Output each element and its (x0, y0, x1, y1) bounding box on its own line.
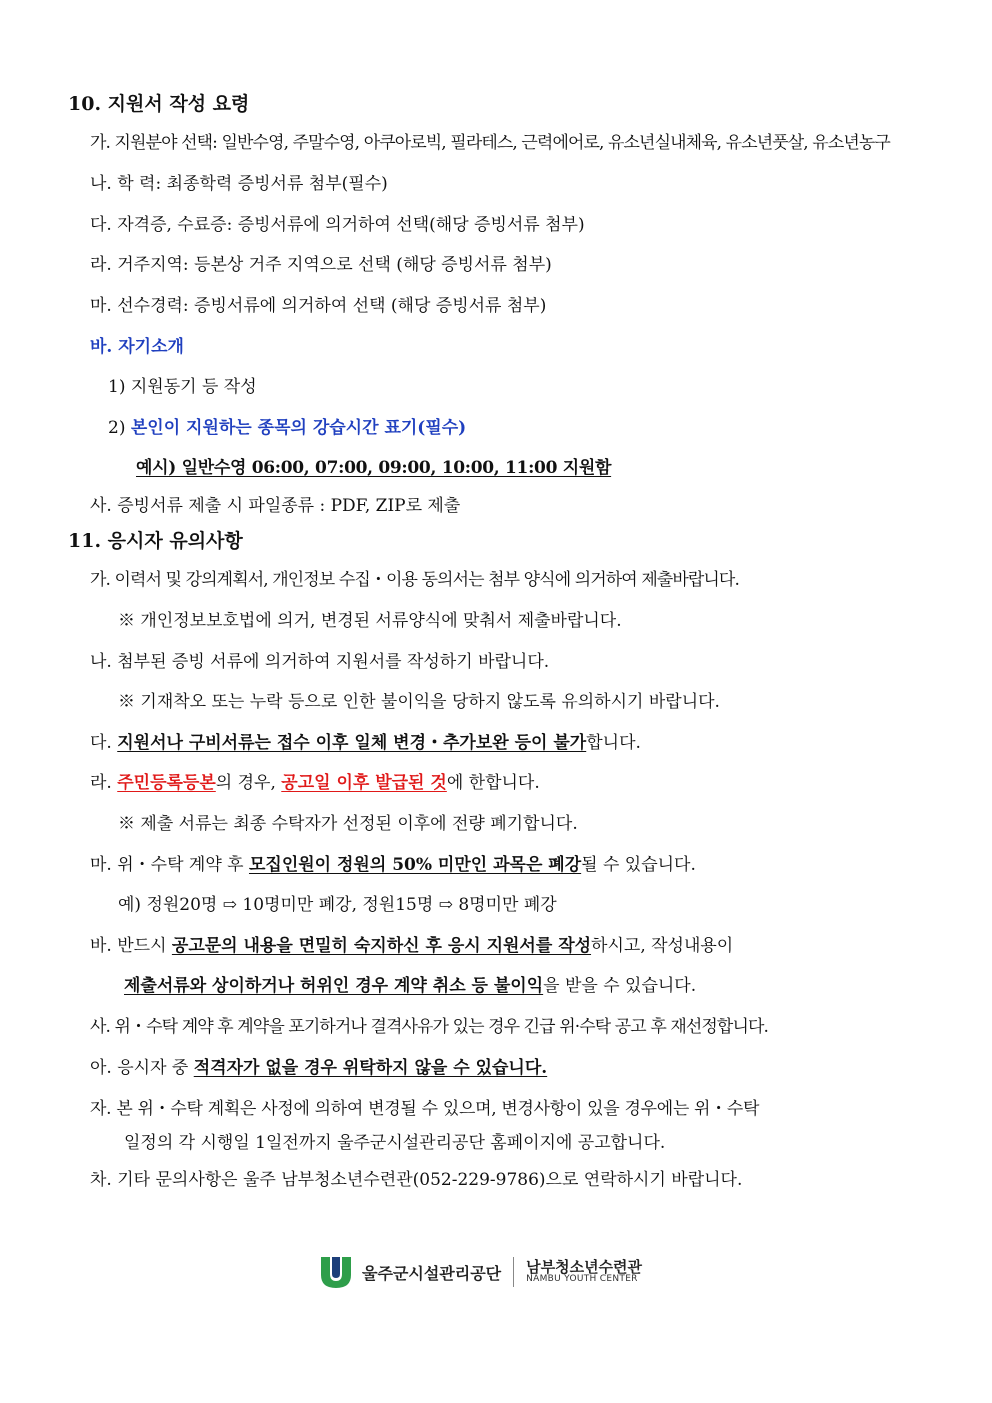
sec10-example: 예시) 일반수영 06:00, 07:00, 09:00, 10:00, 11:00 지원함 (136, 458, 612, 478)
sec11-item-da-suffix: 합니다. (586, 733, 641, 753)
footer-divider (513, 1257, 514, 1287)
sec11-item-ma (90, 853, 696, 877)
sec11-item-cha: 차. 기타 문의사항은 울주 남부청소년수련관(052-229-9786)으로 연락하시기 바랍니다. (90, 1170, 743, 1190)
sec11-item-ra-emphasis-1: 주민등록등본 (117, 773, 216, 793)
sec10-item-ra: 라. 거주지역: 등본상 거주 지역으로 선택 (해당 증빙서류 첨부) (90, 255, 552, 275)
org-name: 울주군시설관리공단 (362, 1263, 502, 1283)
sec10-item-ba-2 (108, 416, 466, 440)
sec10-item-ma: 마. 선수경력: 증빙서류에 의거하여 선택 (해당 증빙서류 첨부) (90, 296, 547, 316)
sec11-item-ba (90, 934, 733, 958)
sec11-item-a-prefix: 아. 응시자 중 (90, 1058, 194, 1078)
sec11-example-part-3: 8명미만 폐강 (452, 895, 557, 915)
center-name-english: NAMBU YOUTH CENTER (526, 1274, 638, 1285)
sec11-item-ja-line1: 자. 본 위・수탁 계획은 사정에 의하여 변경될 수 있으며, 변경사항이 있을 경우에는 위・수탁 (90, 1099, 760, 1119)
sec11-item-ra-prefix: 라. (90, 773, 118, 793)
sec11-item-ga-note: ※ 개인정보보호법에 의거, 변경된 서류양식에 맞춰서 제출바랍니다. (118, 611, 622, 631)
sec11-item-ra-emphasis-2: 공고일 이후 발급된 것 (281, 773, 447, 793)
section-10-title: 10. 지원서 작성 요령 (68, 93, 250, 115)
footer-logo (318, 1252, 642, 1292)
sec11-item-ba-cont-emphasis: 제출서류와 상이하거나 허위인 경우 계약 취소 등 불이익 (124, 976, 544, 996)
sec10-item-ga: 가. 지원분야 선택: 일반수영, 주말수영, 아쿠아로빅, 필라테스, 근력에어로, 유소년실내체육, 유소년풋살, 유소년농구 (90, 133, 890, 153)
sec10-item-ba-1: 1) 지원동기 등 작성 (108, 377, 257, 397)
sec11-item-da (90, 731, 641, 755)
sec11-item-ra-note: ※ 제출 서류는 최종 수탁자가 선정된 이후에 전량 폐기합니다. (118, 814, 578, 834)
sec10-item-sa: 사. 증빙서류 제출 시 파일종류 : PDF, ZIP로 제출 (90, 496, 461, 516)
sec11-item-ba-cont-suffix: 을 받을 수 있습니다. (543, 976, 697, 996)
arrow-right-icon: ⇨ (438, 895, 453, 915)
sec10-item-ba: 바. 자기소개 (90, 337, 184, 357)
sec11-item-sa: 사. 위・수탁 계약 후 계약을 포기하거나 결격사유가 있는 경우 긴급 위·수탁 공고 후 재선정합니다. (90, 1017, 768, 1037)
ulju-logo-icon (318, 1254, 354, 1290)
center-name (526, 1259, 642, 1285)
sec11-item-a-emphasis: 적격자가 없을 경우 위탁하지 않을 수 있습니다. (193, 1058, 548, 1078)
sec10-item-na: 나. 학 력: 최종학력 증빙서류 첨부(필수) (90, 174, 388, 194)
sec11-item-ma-suffix: 될 수 있습니다. (581, 855, 696, 875)
sec11-item-ba-emphasis: 공고문의 내용을 면밀히 숙지하신 후 응시 지원서를 작성 (171, 936, 592, 956)
sec10-item-ba-2-text: 본인이 지원하는 종목의 강습시간 표기(필수) (130, 418, 467, 438)
sec11-item-ba-suffix: 하시고, 작성내용이 (591, 936, 734, 956)
sec11-item-ma-emphasis: 모집인원이 정원의 50% 미만인 과목은 폐강 (248, 855, 582, 875)
sec11-item-ra-middle: 의 경우, (215, 773, 282, 793)
sec11-item-ja-line2: 일정의 각 시행일 1일전까지 울주군시설관리공단 홈페이지에 공고합니다. (124, 1133, 666, 1153)
sec11-item-ba-prefix: 바. 반드시 (90, 936, 172, 956)
center-name-korean: 남부청소년수련관 (526, 1257, 643, 1276)
sec10-item-ba-2-number: 2) (108, 418, 131, 438)
sec11-item-ba-cont (124, 974, 696, 998)
sec11-item-ma-example (118, 893, 557, 917)
sec11-item-ga: 가. 이력서 및 강의계획서, 개인정보 수집・이용 동의서는 첨부 양식에 의거하여 제출바랍니다. (90, 570, 739, 590)
sec11-example-part-1: 예) 정원20명 (118, 895, 223, 915)
sec11-item-da-emphasis: 지원서나 구비서류는 접수 이후 일체 변경・추가보완 등이 불가 (117, 733, 587, 753)
sec10-item-da: 다. 자격증, 수료증: 증빙서류에 의거하여 선택(해당 증빙서류 첨부) (90, 215, 585, 235)
arrow-right-icon: ⇨ (222, 895, 238, 915)
sec11-item-na: 나. 첨부된 증빙 서류에 의거하여 지원서를 작성하기 바랍니다. (90, 652, 550, 672)
sec11-example-part-2: 10명미만 폐강, 정원15명 (237, 895, 439, 915)
sec11-item-ra-suffix: 에 한합니다. (446, 773, 540, 793)
sec11-item-na-note: ※ 기재착오 또는 누락 등으로 인한 불이익을 당하지 않도록 유의하시기 바랍니다. (118, 692, 720, 712)
sec11-item-ra (90, 771, 540, 795)
sec11-item-ma-prefix: 마. 위・수탁 계약 후 (90, 855, 249, 875)
sec11-item-a (90, 1056, 547, 1080)
section-11-title: 11. 응시자 유의사항 (68, 530, 243, 552)
sec11-item-da-prefix: 다. (90, 733, 118, 753)
